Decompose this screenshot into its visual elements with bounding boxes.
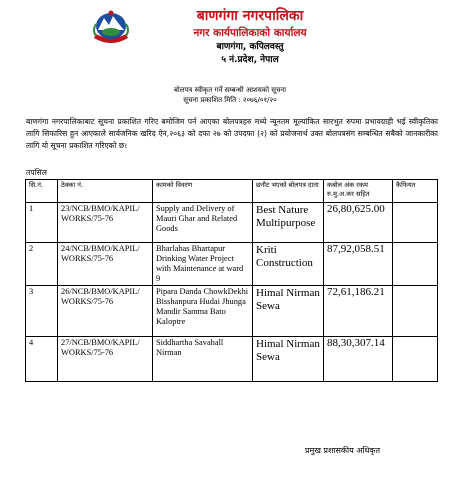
header-bidder: छनौट भएको बोलपत्र दाता (253, 180, 324, 203)
table-header-row (26, 180, 438, 203)
cell-sn: 1 (26, 203, 58, 243)
cell-amount: 72,61,186.21 (324, 286, 393, 337)
cell-bidder: Best Nature Multipurpose (253, 203, 324, 243)
cell-contract-no: 26/NCB/BMO/KAPIL/ WORKS/75-76 (58, 286, 153, 337)
cell-contract-no: 23/NCB/BMO/KAPIL/ WORKS/75-76 (58, 203, 153, 243)
notice-date: सूचना प्रकाशित मिति : २०७६/०१/२० (183, 96, 277, 104)
notice-body: बाणगंगा नगरपालिकाबाट सूचना प्रकाशित गरिए बमोजिम पर्न आएका बोलपत्रहरु मध्ये न्यूनतम मूल्यांकित सारभुत रुपमा प्रभावग्राही भई स्वीकृतिका लागि सिफारिस हुन आएकाले सार्वजनिक खरिद ऐन,२०६३ को दफा २७ को उपदफा (२) को प्रयोजनार्थ उक्त बोलपत्रसंग सम्बन्धित सबैको जानकारीका लागि यो सूचना प्रकाशित गरिएको छ। (26, 117, 438, 150)
header-sn: सि.नं. (26, 180, 58, 203)
header-remarks: कैफियत (393, 180, 438, 203)
cell-amount: 87,92,058.51 (324, 243, 393, 286)
cell-amount: 88,30,307.14 (324, 337, 393, 382)
cell-description: Bharlabas Bhartapur Drinking Water Project with Maintenance at ward 9 (153, 243, 253, 286)
signature-designation: प्रमुख प्रशासकीय अधिकृत (305, 446, 381, 455)
header-contract-no: ठेक्का नं. (58, 180, 153, 203)
header-amount: कबोल अंक रकम रु.मु.अ.कर सहित (324, 180, 393, 203)
cell-remarks (393, 243, 438, 286)
cell-remarks (393, 337, 438, 382)
table-row (26, 337, 438, 382)
table-row (26, 203, 438, 243)
municipality-name: बाणगंगा नगरपालिका (196, 8, 304, 24)
cell-amount: 26,80,625.00 (324, 203, 393, 243)
table-label: तपसिल (26, 168, 47, 177)
table-row (26, 286, 438, 337)
office-address: बाणगंगा, कपिलवस्तु (216, 42, 284, 52)
cell-description: Pipara Danda ChowkDekhi Bisshanpura Hudai Jhunga Mandir Samma Bato Kaloptre (153, 286, 253, 337)
header-description: कामको विवरण (153, 180, 253, 203)
cell-sn: 4 (26, 337, 58, 382)
nepal-emblem-icon (90, 8, 132, 48)
cell-sn: 3 (26, 286, 58, 337)
cell-remarks (393, 286, 438, 337)
cell-sn: 2 (26, 243, 58, 286)
notice-title: बोलपत्र स्वीकृत गर्ने सम्बन्धी आशयको सूचना (173, 86, 287, 94)
bid-table (25, 179, 438, 382)
province-line: ५ नं.प्रदेश, नेपाल (221, 55, 279, 65)
office-name: नगर कार्यपालिकाको कार्यालय (193, 27, 307, 39)
cell-contract-no: 27/NCB/BMO/KAPIL/ WORKS/75-76 (58, 337, 153, 382)
cell-bidder: Himal Nirman Sewa (253, 337, 324, 382)
cell-bidder: Kriti Construction (253, 243, 324, 286)
cell-remarks (393, 203, 438, 243)
cell-description: Siddhartha Savahall Nirman (153, 337, 253, 382)
cell-contract-no: 24/NCB/BMO/KAPIL/ WORKS/75-76 (58, 243, 153, 286)
cell-bidder: Himal Nirman Sewa (253, 286, 324, 337)
table-row (26, 243, 438, 286)
cell-description: Supply and Delivery of Mauri Ghar and Related Goods (153, 203, 253, 243)
